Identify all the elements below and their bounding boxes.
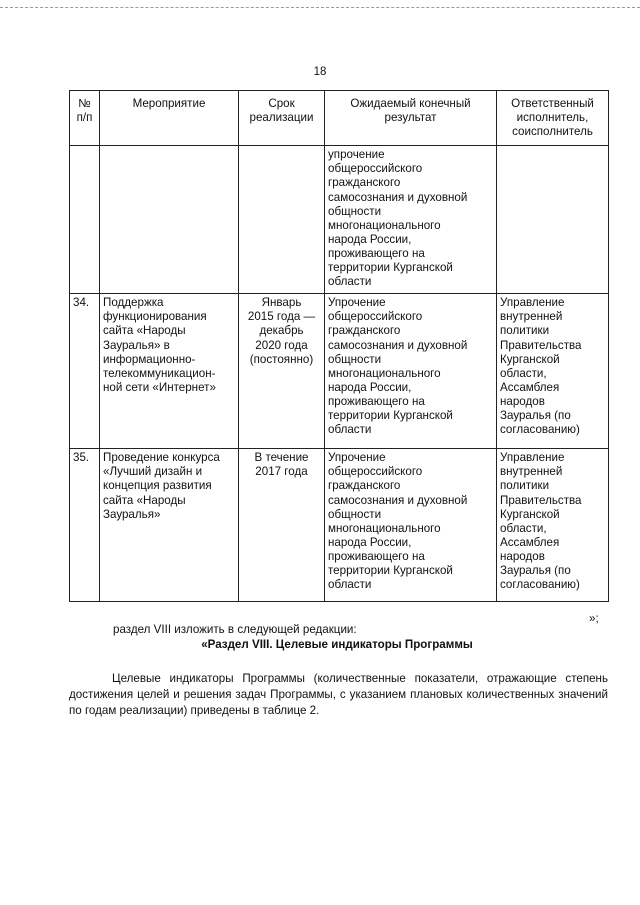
header-number: № п/п	[70, 91, 100, 146]
cell-result: Упрочение общероссийского гражданского самосознания и духовной общности многонационального народа России, проживающего на территории Курганской области	[325, 449, 497, 602]
cell-executor	[497, 146, 609, 294]
cell-term: Январь 2015 года — декабрь 2020 года (постоянно)	[239, 294, 325, 449]
closing-quote: »;	[589, 612, 599, 625]
page-number: 18	[313, 66, 327, 78]
cell-executor: Управление внутренней политики Правительства Курганской области, Ассамблея народов Зауралья (по согласованию)	[497, 449, 609, 602]
cell-number	[70, 146, 100, 294]
cell-event: Поддержка функционирования сайта «Народы Зауралья» в информационно- телекоммуникацион- ной сети «Интернет»	[100, 294, 239, 449]
cell-executor: Управление внутренней политики Правительства Курганской области, Ассамблея народов Зауралья (по согласованию)	[497, 294, 609, 449]
table-header-row	[70, 91, 609, 146]
header-term: Срок реализации	[239, 91, 325, 146]
cell-result: упрочение общероссийского гражданского самосознания и духовной общности многонационального народа России, проживающего на территории Курганской области	[325, 146, 497, 294]
section-heading: «Раздел VIII. Целевые индикаторы Программы	[201, 638, 473, 651]
measures-table	[69, 90, 609, 602]
body-paragraph: Целевые индикаторы Программы (количественные показатели, отражающие степень достижения целей и решения задач Программы, с указанием плановых количественных значений по годам реализации) приведены в таблице 2.	[69, 672, 608, 717]
table-row	[70, 449, 609, 602]
table-row	[70, 146, 609, 294]
table-row	[70, 294, 609, 449]
header-executor: Ответственный исполнитель, соисполнитель	[497, 91, 609, 146]
cell-number: 34.	[70, 294, 100, 449]
cell-term	[239, 146, 325, 294]
cell-event: Проведение конкурса «Лучший дизайн и концепция развития сайта «Народы Зауралья»	[100, 449, 239, 602]
instruction-text: раздел VIII изложить в следующей редакции:	[113, 623, 357, 636]
cell-event	[100, 146, 239, 294]
cell-result: Упрочение общероссийского гражданского самосознания и духовной общности многонационального народа России, проживающего на территории Курганской области	[325, 294, 497, 449]
scan-edge	[0, 7, 640, 8]
cell-number: 35.	[70, 449, 100, 602]
header-result: Ожидаемый конечный результат	[325, 91, 497, 146]
cell-term: В течение 2017 года	[239, 449, 325, 602]
header-event: Мероприятие	[100, 91, 239, 146]
